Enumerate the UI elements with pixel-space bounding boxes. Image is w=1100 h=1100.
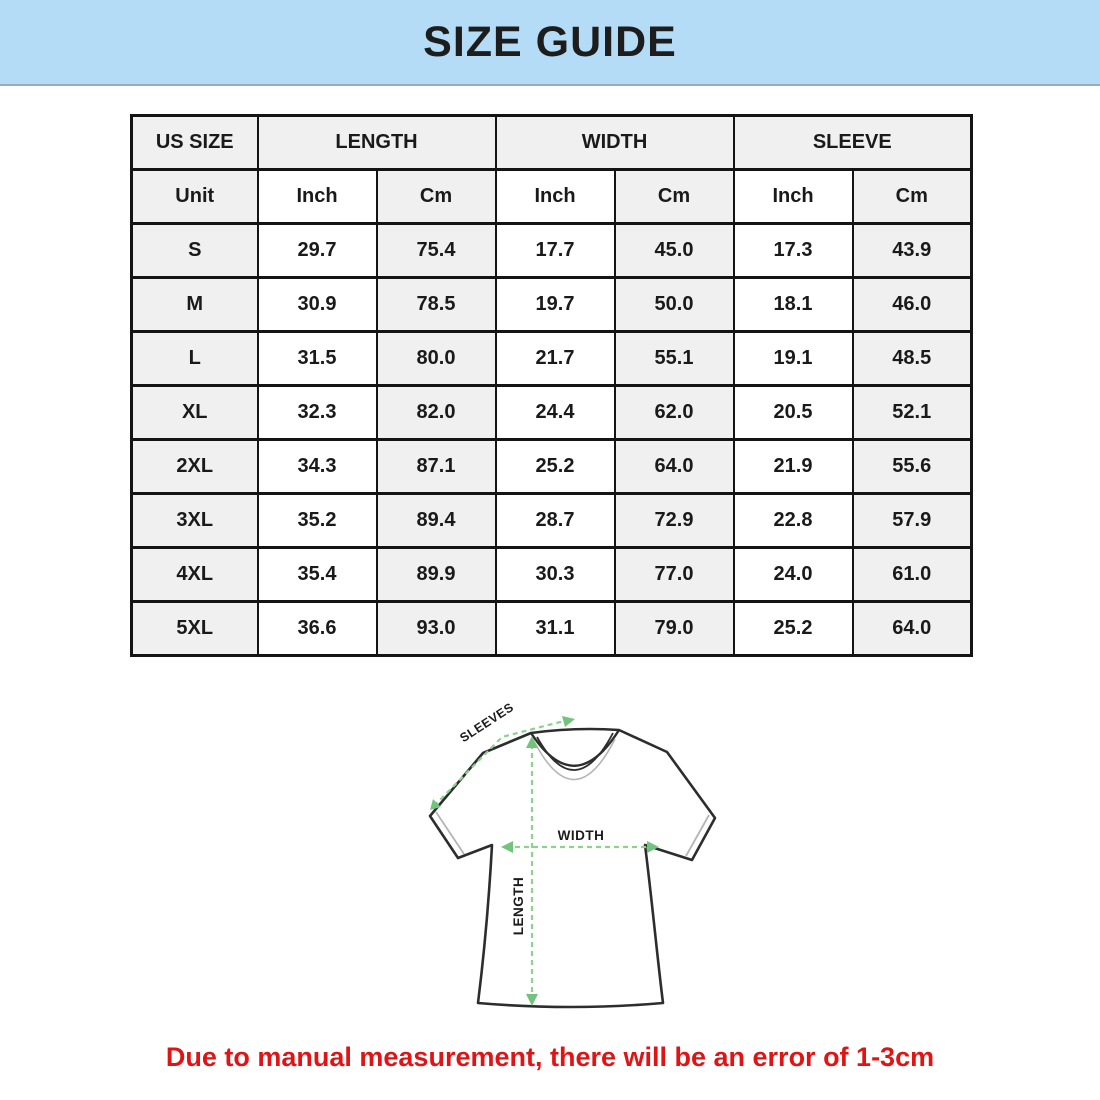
group-header-width: WIDTH [496,116,734,170]
size-row-5xl [132,602,972,656]
value-cell: 31.1 [496,602,615,656]
value-cell: 50.0 [615,278,734,332]
size-cell: M [132,278,258,332]
value-cell: 87.1 [377,440,496,494]
value-cell: 19.7 [496,278,615,332]
value-cell: 52.1 [853,386,972,440]
size-cell: 4XL [132,548,258,602]
unit-header: Unit [132,170,258,224]
value-cell: 18.1 [734,278,853,332]
size-row-m [132,278,972,332]
value-cell: 28.7 [496,494,615,548]
value-cell: 17.3 [734,224,853,278]
unit-col-inch: Inch [258,170,377,224]
size-cell: 3XL [132,494,258,548]
size-row-l [132,332,972,386]
value-cell: 77.0 [615,548,734,602]
value-cell: 31.5 [258,332,377,386]
value-cell: 32.3 [258,386,377,440]
value-cell: 57.9 [853,494,972,548]
size-row-xl [132,386,972,440]
unit-header-row [132,170,972,224]
size-row-3xl [132,494,972,548]
value-cell: 89.9 [377,548,496,602]
value-cell: 35.4 [258,548,377,602]
value-cell: 24.0 [734,548,853,602]
value-cell: 64.0 [615,440,734,494]
size-cell: L [132,332,258,386]
value-cell: 93.0 [377,602,496,656]
value-cell: 80.0 [377,332,496,386]
size-table-container [130,114,970,657]
value-cell: 25.2 [496,440,615,494]
banner [0,0,1100,86]
size-cell: S [132,224,258,278]
unit-col-inch: Inch [734,170,853,224]
value-cell: 78.5 [377,278,496,332]
size-table [130,114,973,657]
corner-header: US SIZE [132,116,258,170]
value-cell: 75.4 [377,224,496,278]
size-row-2xl [132,440,972,494]
value-cell: 19.1 [734,332,853,386]
value-cell: 72.9 [615,494,734,548]
size-row-s [132,224,972,278]
sleeves-label: SLEEVES [457,700,517,746]
value-cell: 29.7 [258,224,377,278]
size-row-4xl [132,548,972,602]
measurement-note: Due to manual measurement, there will be an error of 1-3cm [165,1042,935,1072]
value-cell: 20.5 [734,386,853,440]
value-cell: 24.4 [496,386,615,440]
value-cell: 21.9 [734,440,853,494]
unit-col-cm: Cm [853,170,972,224]
size-cell: XL [132,386,258,440]
value-cell: 79.0 [615,602,734,656]
width-label: WIDTH [557,828,605,843]
value-cell: 46.0 [853,278,972,332]
group-header-length: LENGTH [258,116,496,170]
value-cell: 34.3 [258,440,377,494]
group-header-sleeve: SLEEVE [734,116,972,170]
value-cell: 64.0 [853,602,972,656]
unit-col-inch: Inch [496,170,615,224]
value-cell: 61.0 [853,548,972,602]
value-cell: 35.2 [258,494,377,548]
value-cell: 82.0 [377,386,496,440]
group-header-row [132,116,972,170]
value-cell: 89.4 [377,494,496,548]
value-cell: 25.2 [734,602,853,656]
value-cell: 21.7 [496,332,615,386]
value-cell: 30.3 [496,548,615,602]
value-cell: 17.7 [496,224,615,278]
value-cell: 43.9 [853,224,972,278]
size-cell: 2XL [132,440,258,494]
unit-col-cm: Cm [615,170,734,224]
value-cell: 45.0 [615,224,734,278]
value-cell: 36.6 [258,602,377,656]
page-title: SIZE GUIDE [423,17,677,66]
value-cell: 55.6 [853,440,972,494]
value-cell: 30.9 [258,278,377,332]
tshirt-measurement-diagram [380,690,740,1030]
size-cell: 5XL [132,602,258,656]
unit-col-cm: Cm [377,170,496,224]
value-cell: 48.5 [853,332,972,386]
value-cell: 22.8 [734,494,853,548]
value-cell: 55.1 [615,332,734,386]
value-cell: 62.0 [615,386,734,440]
length-label: LENGTH [511,876,526,936]
